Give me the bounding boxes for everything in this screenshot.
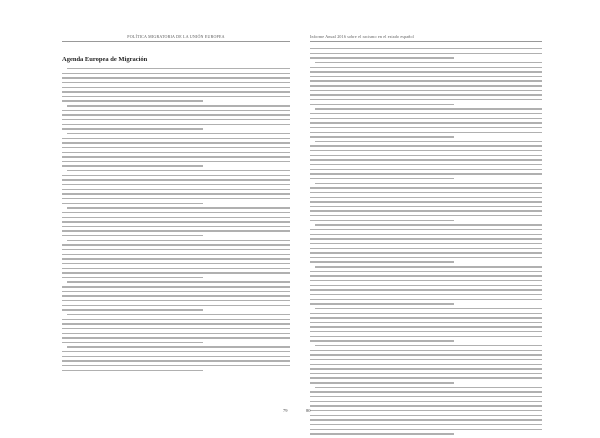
text-line xyxy=(62,230,290,231)
text-line xyxy=(62,351,290,352)
text-line xyxy=(310,67,542,68)
text-line xyxy=(310,53,542,54)
text-line xyxy=(67,207,290,208)
text-line xyxy=(310,76,542,77)
text-line xyxy=(62,110,290,111)
text-line xyxy=(62,179,290,180)
text-line xyxy=(62,309,203,310)
text-line xyxy=(62,365,290,366)
right-page xyxy=(300,0,600,424)
text-line xyxy=(62,198,290,199)
text-line xyxy=(310,257,542,258)
text-line xyxy=(315,108,542,109)
text-line xyxy=(62,300,290,301)
text-line xyxy=(67,68,290,69)
text-line xyxy=(310,113,542,114)
text-line xyxy=(310,322,542,323)
text-line xyxy=(310,294,542,295)
text-line xyxy=(310,48,542,49)
text-line xyxy=(62,226,290,227)
body-text-block xyxy=(310,48,542,438)
body-text-block xyxy=(62,68,290,374)
text-line xyxy=(310,206,542,207)
text-line xyxy=(62,156,290,157)
text-line xyxy=(310,220,454,221)
text-line xyxy=(315,183,542,184)
text-line xyxy=(62,319,290,320)
text-line xyxy=(310,229,542,230)
text-line xyxy=(310,391,542,392)
text-line xyxy=(315,141,542,142)
text-line xyxy=(62,360,290,361)
text-line xyxy=(62,305,290,306)
text-line xyxy=(315,266,542,267)
text-line xyxy=(310,118,542,119)
text-line xyxy=(315,308,542,309)
text-line xyxy=(62,277,203,278)
text-line xyxy=(62,221,290,222)
text-line xyxy=(310,173,542,174)
text-line xyxy=(310,210,542,211)
text-line xyxy=(315,224,542,225)
text-line xyxy=(62,147,290,148)
text-line xyxy=(62,328,290,329)
text-line xyxy=(67,240,290,241)
text-line xyxy=(62,235,203,236)
text-line xyxy=(310,396,542,397)
text-line xyxy=(310,373,542,374)
text-line xyxy=(315,387,542,388)
text-line xyxy=(67,170,290,171)
text-line xyxy=(62,295,290,296)
text-line xyxy=(62,165,203,166)
text-line xyxy=(310,71,542,72)
text-line xyxy=(310,280,542,281)
text-line xyxy=(62,189,290,190)
running-head: Informe Anual 2016 sobre el racismo en el estado español xyxy=(310,34,414,39)
text-line xyxy=(62,286,290,287)
text-line xyxy=(310,299,542,300)
text-line xyxy=(310,401,542,402)
text-line xyxy=(310,99,542,100)
text-line xyxy=(67,133,290,134)
text-line xyxy=(62,114,290,115)
text-line xyxy=(315,62,542,63)
text-line xyxy=(310,419,542,420)
text-line xyxy=(62,356,290,357)
text-line xyxy=(67,346,290,347)
text-line xyxy=(310,368,542,369)
text-line xyxy=(62,244,290,245)
text-line xyxy=(310,252,542,253)
text-line xyxy=(310,169,542,170)
text-line xyxy=(310,354,542,355)
text-line xyxy=(310,350,542,351)
header-rule xyxy=(62,41,290,42)
text-line xyxy=(62,161,290,162)
text-line xyxy=(310,317,542,318)
text-line xyxy=(310,234,542,235)
page-number: 79 xyxy=(283,408,288,413)
text-line xyxy=(310,289,542,290)
text-line xyxy=(62,249,290,250)
text-line xyxy=(310,80,542,81)
text-line xyxy=(62,342,203,343)
text-line xyxy=(62,73,290,74)
text-line xyxy=(62,291,290,292)
text-line xyxy=(310,336,542,337)
text-line xyxy=(310,164,542,165)
text-line xyxy=(62,96,290,97)
text-line xyxy=(310,159,542,160)
text-line xyxy=(315,345,542,346)
text-line xyxy=(62,370,203,371)
text-line xyxy=(62,138,290,139)
text-line xyxy=(310,178,454,179)
text-line xyxy=(310,433,454,434)
text-line xyxy=(62,333,290,334)
text-line xyxy=(310,57,454,58)
text-line xyxy=(62,217,290,218)
text-line xyxy=(310,155,542,156)
text-line xyxy=(310,331,542,332)
text-line xyxy=(310,192,542,193)
text-line xyxy=(67,314,290,315)
text-line xyxy=(310,238,542,239)
text-line xyxy=(62,87,290,88)
text-line xyxy=(310,132,542,133)
running-head: POLÍTICA MIGRATORIA DE LA UNIÓN EUROPEA xyxy=(127,34,225,39)
text-line xyxy=(310,410,542,411)
text-line xyxy=(310,261,454,262)
text-line xyxy=(310,275,542,276)
text-line xyxy=(62,124,290,125)
text-line xyxy=(62,212,290,213)
text-line xyxy=(310,187,542,188)
text-line xyxy=(310,90,542,91)
text-line xyxy=(310,145,542,146)
text-line xyxy=(310,127,542,128)
header-rule xyxy=(310,41,542,42)
text-line xyxy=(62,175,290,176)
text-line xyxy=(310,248,542,249)
text-line xyxy=(62,203,203,204)
text-line xyxy=(62,152,290,153)
text-line xyxy=(62,272,290,273)
text-line xyxy=(62,263,290,264)
text-line xyxy=(67,281,290,282)
text-line xyxy=(62,82,290,83)
text-line xyxy=(310,303,454,304)
text-line xyxy=(62,100,203,101)
text-line xyxy=(310,313,542,314)
text-line xyxy=(310,215,542,216)
text-line xyxy=(62,119,290,120)
text-line xyxy=(67,105,290,106)
text-line xyxy=(62,258,290,259)
text-line xyxy=(310,285,542,286)
text-line xyxy=(310,104,454,105)
text-line xyxy=(310,382,454,383)
text-line xyxy=(310,359,542,360)
text-line xyxy=(310,150,542,151)
text-line xyxy=(310,429,542,430)
text-line xyxy=(62,77,290,78)
text-line xyxy=(62,268,290,269)
text-line xyxy=(62,91,290,92)
text-line xyxy=(310,271,542,272)
text-line xyxy=(62,337,290,338)
text-line xyxy=(310,197,542,198)
page-number: 80 xyxy=(306,408,311,413)
text-line xyxy=(310,136,454,137)
text-line xyxy=(310,122,542,123)
text-line xyxy=(310,364,542,365)
text-line xyxy=(62,193,290,194)
text-line xyxy=(310,94,542,95)
text-line xyxy=(310,377,542,378)
text-line xyxy=(310,340,454,341)
text-line xyxy=(310,85,542,86)
text-line xyxy=(310,201,542,202)
text-line xyxy=(310,243,542,244)
text-line xyxy=(62,323,290,324)
text-line xyxy=(310,405,542,406)
text-line xyxy=(310,415,542,416)
text-line xyxy=(62,142,290,143)
left-page xyxy=(0,0,300,424)
text-line xyxy=(62,128,203,129)
text-line xyxy=(62,184,290,185)
text-line xyxy=(62,254,290,255)
text-line xyxy=(310,326,542,327)
section-heading: Agenda Europea de Migración xyxy=(62,56,148,63)
text-line xyxy=(310,424,542,425)
